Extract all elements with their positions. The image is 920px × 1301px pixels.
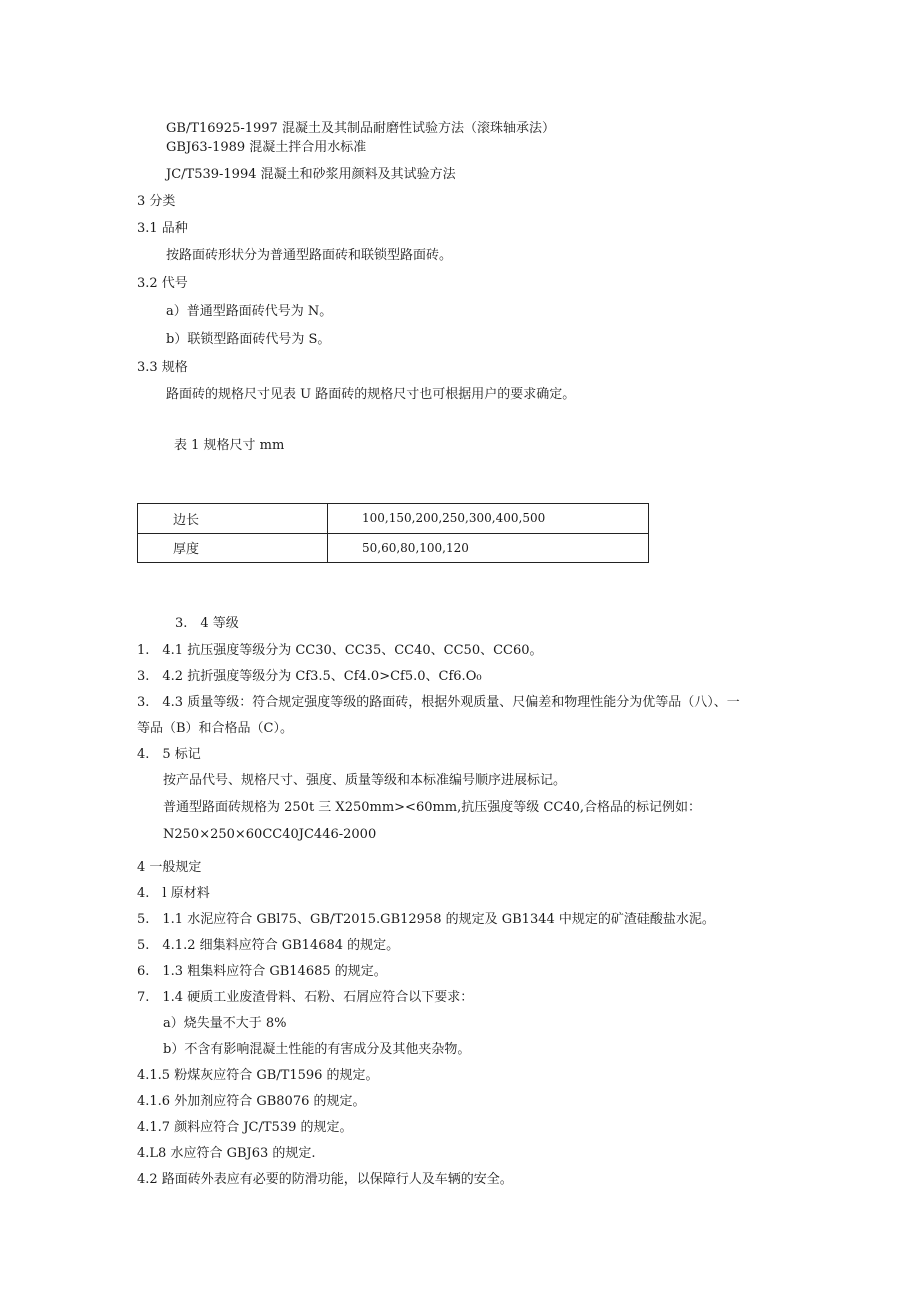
table-cell-label: 边长: [138, 504, 328, 534]
numbered-line: 5. 1.1 水泥应符合 GBl75、GB/T2015.GB12958 的规定及 GB1344 中规定的矿渣硅酸盐水泥。: [137, 912, 715, 927]
section-heading: 4 一般规定: [137, 860, 202, 875]
subsection-heading: 3.2 代号: [137, 276, 188, 291]
subsection-heading: 3.3 规格: [137, 360, 188, 375]
paragraph: 按产品代号、规格尺寸、强度、质量等级和本标准编号顺序进展标记。: [163, 773, 567, 788]
paragraph: 等品（B）和合格品（C）。: [137, 721, 294, 736]
paragraph: 4.1.6 外加剂应符合 GB8076 的规定。: [137, 1094, 366, 1109]
table-cell-label: 厚度: [138, 533, 328, 563]
numbered-line: 4. 5 标记: [137, 747, 201, 762]
ref-line: JC/T539-1994 混凝土和砂浆用颜料及其试验方法: [166, 167, 456, 182]
ref-line: GB/T16925-1997 混凝土及其制品耐磨性试验方法（滚珠轴承法）: [166, 121, 555, 136]
paragraph: 4.L8 水应符合 GBJ63 的规定.: [137, 1146, 316, 1161]
numbered-line: 1. 4.1 抗压强度等级分为 CC30、CC35、CC40、CC50、CC60。: [137, 643, 543, 658]
marking-example: N250×250×60CC40JC446-2000: [163, 827, 377, 842]
section-heading: 3 分类: [137, 194, 176, 209]
numbered-line: 7. 1.4 硬质工业废渣骨料、石粉、石屑应符合以下要求：: [137, 990, 474, 1005]
numbered-line: 6. 1.3 粗集料应符合 GB14685 的规定。: [137, 964, 387, 979]
spec-table: [137, 503, 649, 563]
list-item: a）烧失量不大于 8%: [163, 1016, 287, 1031]
paragraph: 路面砖的规格尺寸见表 U 路面砖的规格尺寸也可根据用户的要求确定。: [166, 387, 576, 402]
list-item: a）普通型路面砖代号为 N。: [166, 304, 333, 319]
list-item: b）联锁型路面砖代号为 S。: [166, 332, 331, 347]
list-item: b）不含有影响混凝土性能的有害成分及其他夹杂物。: [163, 1042, 471, 1057]
table-caption: 表 1 规格尺寸 mm: [174, 438, 285, 453]
paragraph: 按路面砖形状分为普通型路面砖和联锁型路面砖。: [166, 248, 453, 263]
paragraph: 4.2 路面砖外表应有必要的防滑功能，以保障行人及车辆的安全。: [137, 1172, 513, 1187]
subsection-heading: 3.1 品种: [137, 221, 188, 236]
table-row: [138, 504, 649, 534]
numbered-line: 4. l 原材料: [137, 886, 210, 901]
ref-line: GBJ63-1989 混凝土拌合用水标准: [166, 140, 367, 155]
paragraph: 4.1.7 颜料应符合 JC/T539 的规定。: [137, 1120, 353, 1135]
numbered-line: 5. 4.1.2 细集料应符合 GB14684 的规定。: [137, 938, 400, 953]
table-cell-value: 50,60,80,100,120: [328, 533, 649, 563]
numbered-line: 3. 4.3 质量等级：符合规定强度等级的路面砖，根据外观质量、尺偏差和物理性能分为优等品（八）、一: [137, 695, 740, 710]
table-cell-value: 100,150,200,250,300,400,500: [328, 504, 649, 534]
subsection-heading: 3. 4 等级: [175, 616, 239, 631]
numbered-line: 3. 4.2 抗折强度等级分为 Cf3.5、Cf4.0>Cf5.0、Cf6.O₀: [137, 669, 482, 684]
table-row: [138, 533, 649, 563]
paragraph: 4.1.5 粉煤灰应符合 GB/T1596 的规定。: [137, 1068, 379, 1083]
paragraph: 普通型路面砖规格为 250t 三 X250mm><60mm,抗压强度等级 CC40,合格品的标记例如：: [163, 800, 701, 815]
